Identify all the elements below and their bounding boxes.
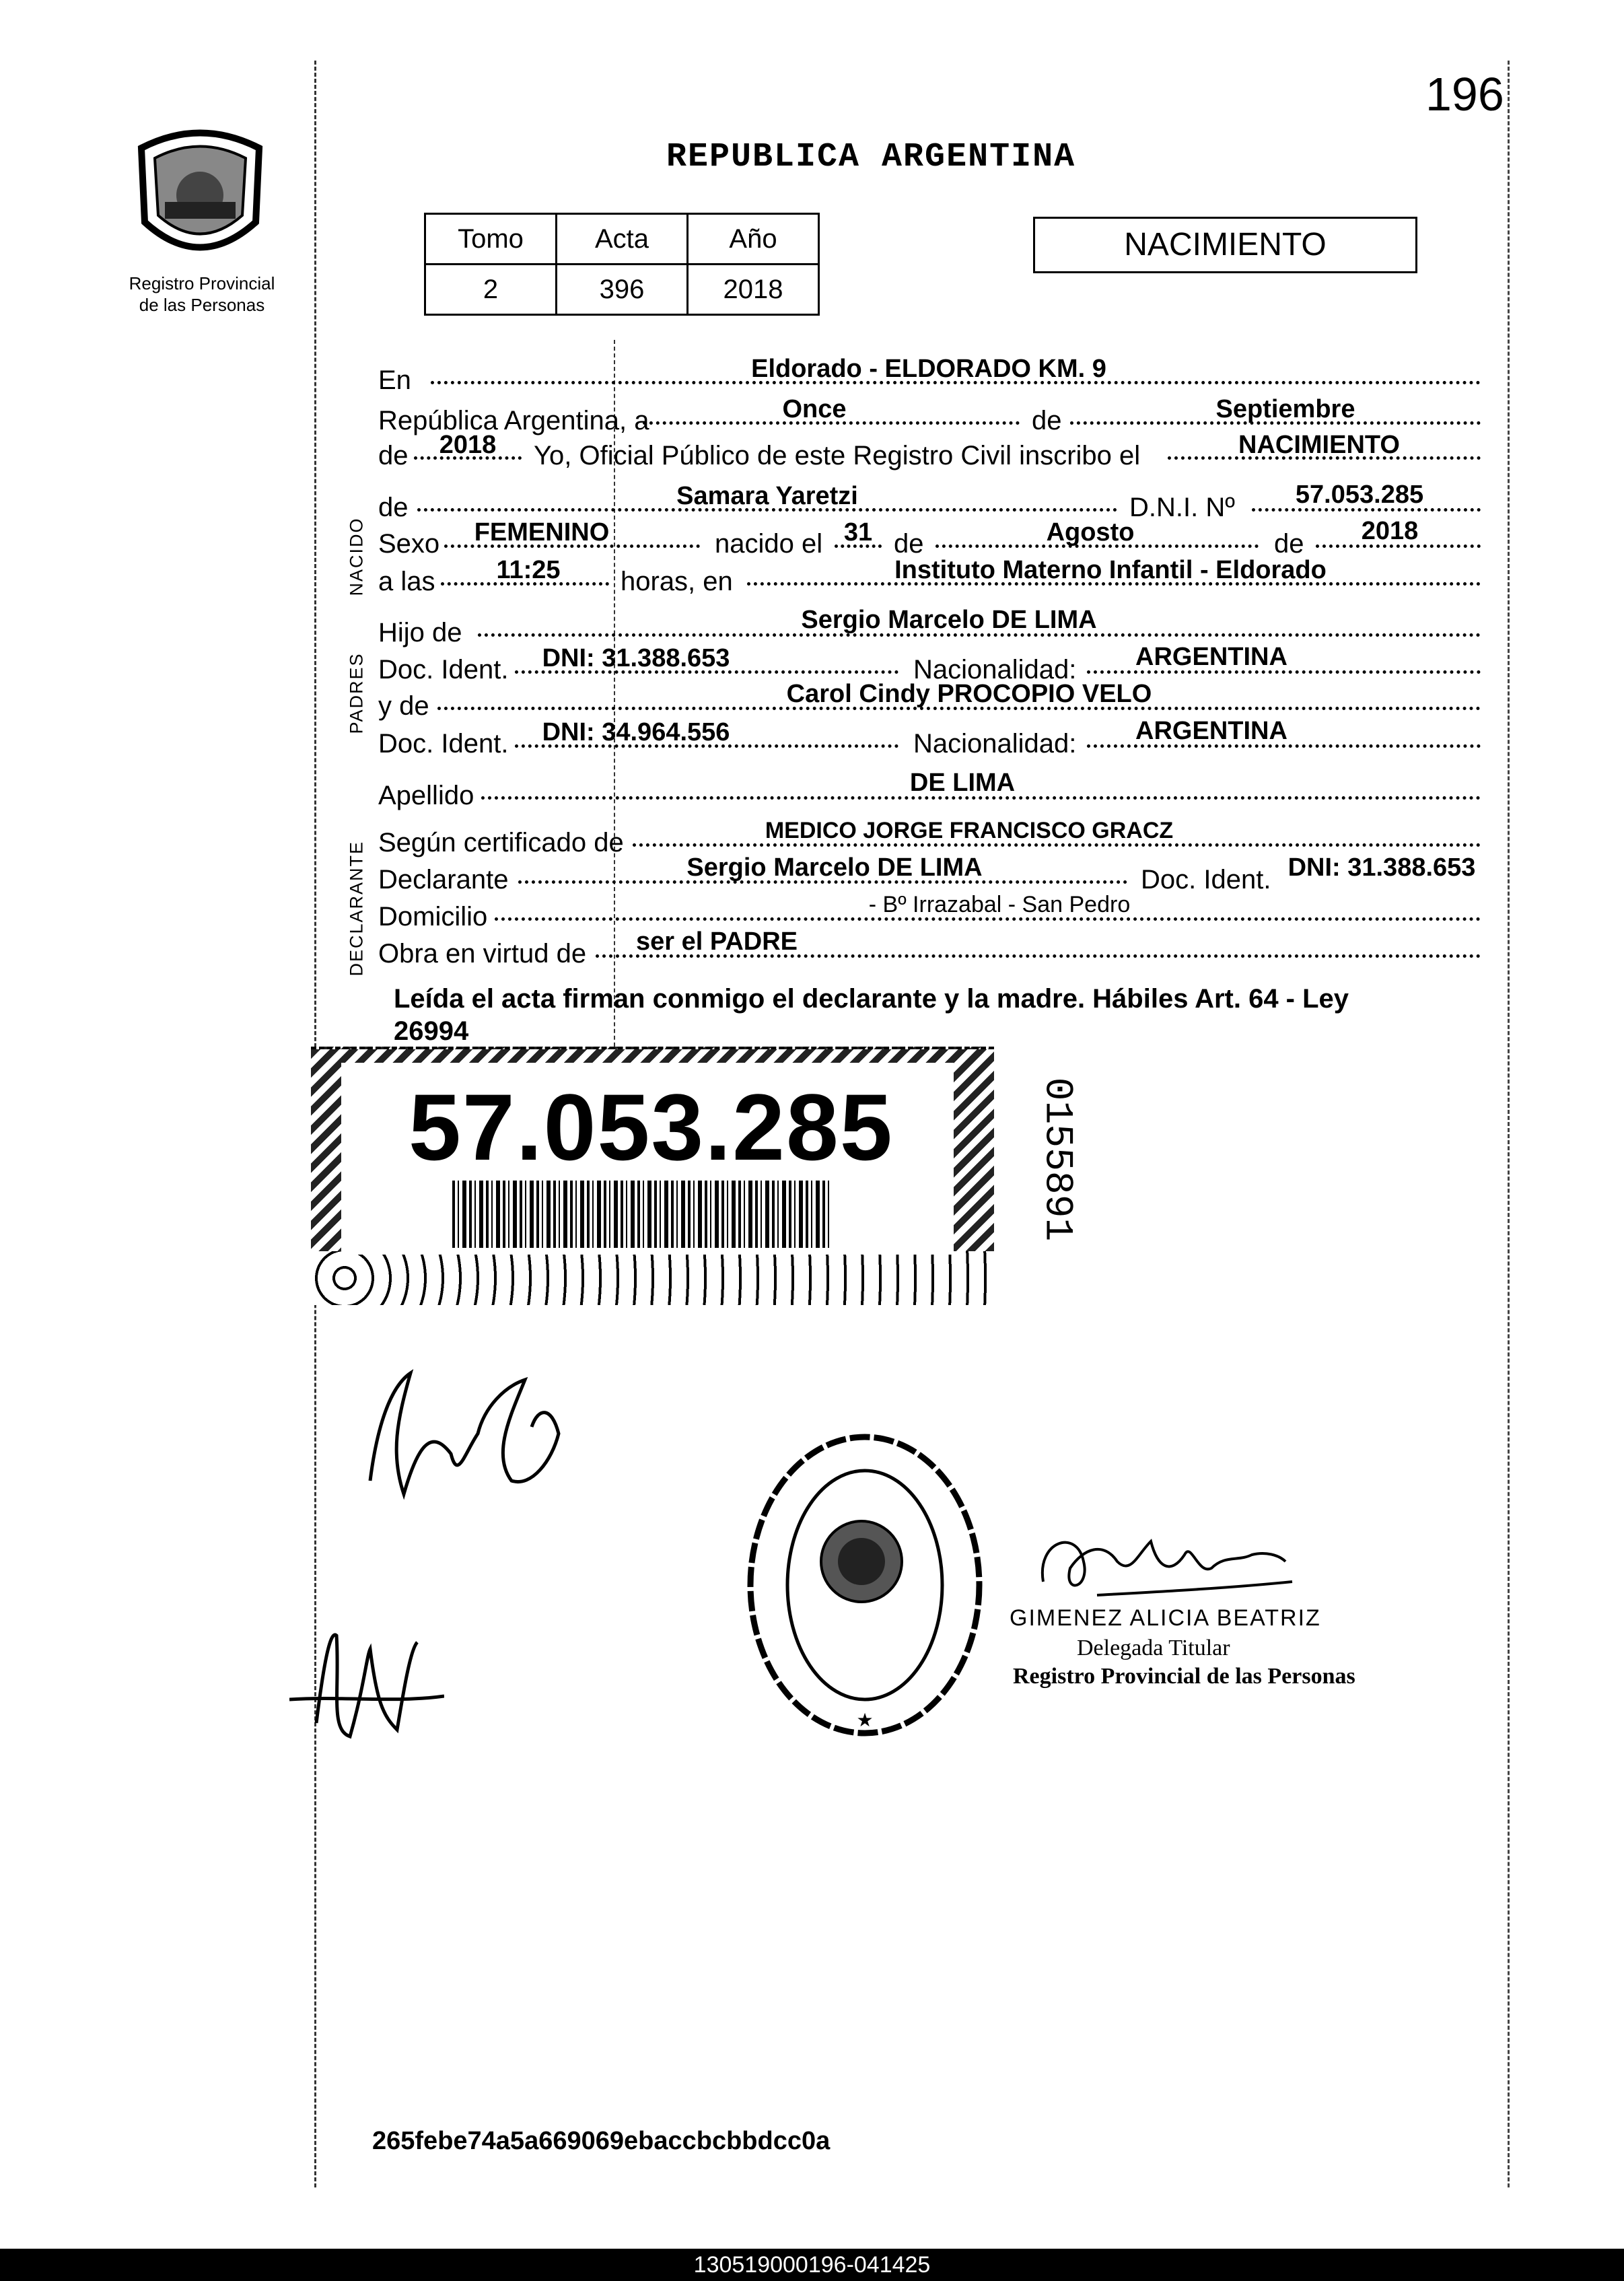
value-sexo: FEMENINO bbox=[474, 518, 610, 547]
logo-caption-line2: de las Personas bbox=[139, 295, 265, 315]
value-tomo: 2 bbox=[425, 265, 557, 315]
value-madre-nac: ARGENTINA bbox=[1135, 717, 1287, 745]
logo-caption-line1: Registro Provincial bbox=[129, 273, 275, 293]
value-mes-nac: Agosto bbox=[1046, 518, 1135, 547]
label-nacido-el: nacido el bbox=[715, 529, 823, 559]
official-role: Delegada Titular bbox=[1077, 1636, 1230, 1660]
closing-line-1: Leída el acta firman conmigo el declarante y la madre. Hábiles Art. 64 - Ley bbox=[394, 984, 1349, 1014]
label-sexo: Sexo bbox=[378, 529, 440, 559]
page-number: 196 bbox=[1425, 68, 1504, 120]
label-horas-en: horas, en bbox=[621, 567, 733, 596]
official-stamp bbox=[744, 1430, 986, 1740]
side-label-padres: PADRES bbox=[346, 652, 367, 734]
sticker-bottom-band bbox=[311, 1251, 994, 1305]
value-domicilio: - Bº Irrazabal - San Pedro bbox=[868, 892, 1131, 917]
document-hash: 265febe74a5a669069ebaccbcbbdcc0a bbox=[372, 2127, 831, 2155]
value-acta: 396 bbox=[557, 265, 688, 315]
label-a-las: a las bbox=[378, 567, 435, 596]
value-nombre: Samara Yaretzi bbox=[676, 482, 858, 510]
label-de-anio2: de bbox=[1274, 529, 1304, 559]
value-padre: Sergio Marcelo DE LIMA bbox=[801, 606, 1097, 634]
official-name: GIMENEZ ALICIA BEATRIZ bbox=[1010, 1605, 1321, 1631]
value-lugar-nac: Instituto Materno Infantil - Eldorado bbox=[894, 556, 1327, 584]
value-anio: 2018 bbox=[688, 265, 819, 315]
svg-text:★: ★ bbox=[856, 1709, 874, 1731]
value-apellido: DE LIMA bbox=[909, 769, 1016, 797]
label-de-anio: de bbox=[378, 441, 409, 470]
value-padre-nac: ARGENTINA bbox=[1135, 643, 1287, 671]
value-dia-nac: 31 bbox=[843, 518, 873, 547]
official-signature bbox=[1023, 1514, 1306, 1609]
value-anio-nac: 2018 bbox=[1361, 517, 1419, 545]
label-republica: República Argentina, a bbox=[378, 406, 649, 435]
right-margin-line bbox=[1508, 61, 1510, 2187]
record-table bbox=[424, 213, 820, 316]
label-nacionalidad-2: Nacionalidad: bbox=[913, 729, 1077, 759]
value-declarante-doc: DNI: 31.388.653 bbox=[1287, 853, 1476, 882]
value-lugar: Eldorado - ELDORADO KM. 9 bbox=[751, 355, 1106, 383]
id-label-sticker bbox=[311, 1047, 994, 1305]
value-anio: 2018 bbox=[439, 431, 497, 459]
label-de-mes2: de bbox=[894, 529, 924, 559]
label-de-nombre: de bbox=[378, 493, 409, 522]
label-doc-ident: Doc. Ident. bbox=[378, 655, 509, 685]
document-title: REPUBLICA ARGENTINA bbox=[666, 138, 1076, 176]
record-table-value-row bbox=[425, 265, 819, 315]
label-domicilio: Domicilio bbox=[378, 902, 488, 932]
label-y-de: y de bbox=[378, 691, 429, 721]
label-doc-ident-2: Doc. Ident. bbox=[378, 729, 509, 759]
footer-id: 130519000196-041425 bbox=[693, 2252, 931, 2278]
label-de-mes: de bbox=[1032, 406, 1062, 435]
label-yo-oficial: Yo, Oficial Público de este Registro Civil inscribo el bbox=[534, 441, 1141, 470]
label-apellido: Apellido bbox=[378, 781, 474, 810]
header-anio: Año bbox=[688, 214, 819, 265]
value-tipo: NACIMIENTO bbox=[1238, 431, 1400, 459]
label-number: 57.053.285 bbox=[409, 1074, 894, 1180]
label-en: En bbox=[378, 365, 411, 395]
header-tomo: Tomo bbox=[425, 214, 557, 265]
closing-line-2: 26994 bbox=[394, 1016, 469, 1046]
label-serial: 0155891 bbox=[1034, 1077, 1079, 1242]
value-declarante: Sergio Marcelo DE LIMA bbox=[686, 853, 983, 882]
label-hijo-de: Hijo de bbox=[378, 618, 462, 647]
label-doc-ident-3: Doc. Ident. bbox=[1141, 865, 1271, 894]
header-acta: Acta bbox=[557, 214, 688, 265]
value-padre-doc: DNI: 31.388.653 bbox=[542, 644, 730, 672]
mother-signature bbox=[289, 1609, 444, 1757]
value-obra: ser el PADRE bbox=[635, 927, 798, 956]
record-table-header-row bbox=[425, 214, 819, 265]
value-certificado: MEDICO JORGE FRANCISCO GRACZ bbox=[765, 818, 1174, 843]
value-mes: Septiembre bbox=[1215, 395, 1355, 423]
official-organization: Registro Provincial de las Personas bbox=[1013, 1664, 1355, 1689]
footer-bar bbox=[0, 2249, 1624, 2281]
value-dia: Once bbox=[782, 395, 847, 423]
declarant-signature bbox=[350, 1346, 572, 1521]
label-dni: D.N.I. Nº bbox=[1129, 493, 1235, 522]
value-madre-doc: DNI: 34.964.556 bbox=[542, 718, 730, 746]
label-obra: Obra en virtud de bbox=[378, 939, 587, 969]
value-hora: 11:25 bbox=[496, 556, 561, 584]
province-seal-logo bbox=[128, 121, 273, 266]
label-barcode bbox=[452, 1181, 833, 1248]
sticker-white-panel bbox=[341, 1063, 954, 1255]
value-madre: Carol Cindy PROCOPIO VELO bbox=[786, 680, 1152, 708]
side-label-nacido: NACIDO bbox=[346, 517, 367, 596]
doc-type-box: NACIMIENTO bbox=[1033, 217, 1417, 273]
label-segun-certificado: Según certificado de bbox=[378, 828, 624, 857]
value-dni: 57.053.285 bbox=[1295, 481, 1424, 509]
logo-caption bbox=[101, 273, 303, 316]
side-label-declarante: DECLARANTE bbox=[346, 840, 367, 977]
label-declarante: Declarante bbox=[378, 865, 509, 894]
label-nacionalidad: Nacionalidad: bbox=[913, 655, 1077, 685]
